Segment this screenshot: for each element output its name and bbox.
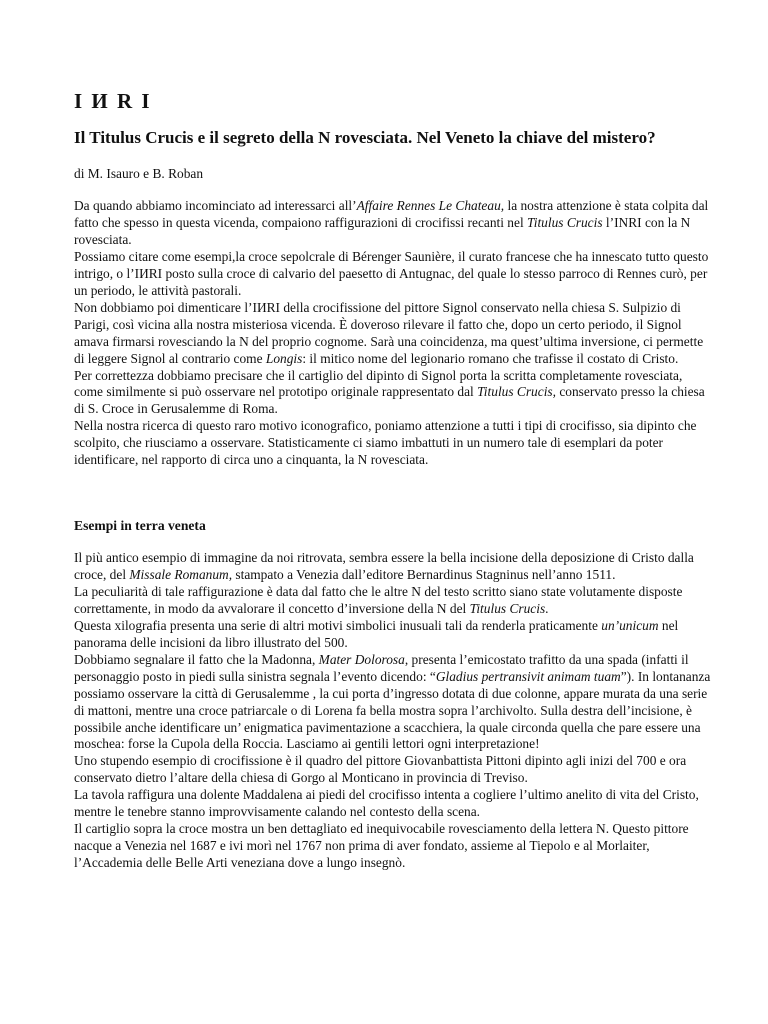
- paragraph: Uno stupendo esempio di crocifissione è il quadro del pittore Giovanbattista Pittoni dipinto agli inizi del 700 e ora conservato dietro l’altare della chiesa di Gorgo al Monticano in provincia di Treviso.: [74, 753, 687, 786]
- paragraph: Questa xilografia presenta una serie di altri motivi simbolici inusuali tali da renderla praticamente un’unicum nel panorama delle incisioni da libro illustrato del 500.: [74, 617, 679, 650]
- intro-text: [74, 198, 714, 469]
- paragraph: Nella nostra ricerca di questo raro motivo iconografico, poniamo attenzione a tutti i tipi di crocifisso, sia dipinto che scolpito, che riusciamo a osservare. Statisticamente ci siamo imbattuti in un numero tale di esemplari da poter identificare, nel rapporto di circa uno a cinquanta, la N rovesciata.: [74, 418, 697, 468]
- paragraph: Il più antico esempio di immagine da noi ritrovata, sembra essere la bella incisione della deposizione di Cristo dalla croce, del Missale Romanum, stampato a Venezia dall’editore Bernardinus Stagninus nell’anno 1511.: [74, 550, 694, 582]
- paragraph: La tavola raffigura una dolente Maddalena ai piedi del crocifisso intenta a cogliere l’ultimo anelito di vita del Cristo, mentre le tenebre stanno improvvisamente calando nel contesto della scena.: [74, 787, 699, 820]
- paragraph: Per correttezza dobbiamo precisare che il cartiglio del dipinto di Signol porta la scritta completamente rovesciata, come similmente si può osservare nel prototipo originale rappresentato dal Titulus Crucis, conservato presso la chiesa di S. Croce in Gerusalemme di Roma.: [74, 367, 705, 417]
- paragraph: Possiamo citare come esempi,la croce sepolcrale di Bérenger Saunière, il curato francese che ha innescato tutto questo intrigo, o l’IИRI posto sulla croce di calvario del paesetto di Antugnac, del quale lo stesso parroco di Rennes curò, per un periodo, le attività pastorali.: [74, 248, 709, 298]
- section-text: [74, 550, 714, 872]
- paragraph: Da quando abbiamo incominciato ad interessarci all’Affaire Rennes Le Chateau, la nostra attenzione è stata colpita dal fatto che spesso in questa vicenda, compaiono raffigurazioni di crocifissi recanti nel Titulus Crucis l’INRI con la N rovesciata.: [74, 198, 709, 247]
- paragraph: Non dobbiamo poi dimenticare l’IИRI della crocifissione del pittore Signol conservato nella chiesa S. Sulpizio di Parigi, così vicina alla nostra misteriosa vicenda. È doveroso rilevare il fatto che, dopo un certo periodo, il Signol amava firmarsi rovesciando la N del proprio cognome. Sarà una coincidenza, ma quest’ultima inversione, ci permette di leggere Signol al contrario come Longis: il mitico nome del legionario romano che trafisse il costato di Cristo.: [74, 299, 704, 366]
- document-title: I И R I: [74, 89, 152, 113]
- authors-line: di M. Isauro e B. Roban: [74, 166, 204, 181]
- document-subtitle: Il Titulus Crucis e il segreto della N rovesciata. Nel Veneto la chiave del mistero?: [74, 128, 656, 147]
- paragraph: Il cartiglio sopra la croce mostra un ben dettagliato ed inequivocabile rovesciamento della lettera N. Questo pittore nacque a Venezia nel 1687 e ivi morì nel 1767 non prima di aver fondato, assieme al Tiepolo e al Morlaiter, l’Accademia delle Belle Arti veneziana dove a lungo insegnò.: [74, 821, 689, 871]
- section-heading: Esempi in terra veneta: [74, 518, 206, 533]
- paragraph: Dobbiamo segnalare il fatto che la Madonna, Mater Dolorosa, presenta l’emicostato trafitto da una spada (infatti il personaggio posto in piedi sulla sinistra segnala l’evento dicendo: “Gladius pertransivit animam tuam”). In lontananza possiamo osservare la città di Gerusalemme , la cui porta d’ingresso dotata di due colonne, appare murata da una serie di mattoni, mentre una croce patriarcale o di Lorena fa bella mostra sopra l’archivolto. Sulla destra dell’incisione, è possibile anche identificare un’ enigmatica pavimentazione a scacchiera, la quale circonda quella che pare essere una moschea: forse la Cupola della Roccia. Lasciamo ai gentili lettori ogni interpretazione!: [74, 651, 711, 752]
- paragraph: La peculiarità di tale raffigurazione è data dal fatto che le altre N del testo scritto siano state volutamente disposte correttamente, in modo da avvalorare il concetto d’inversione della N del Titulus Crucis.: [74, 583, 683, 616]
